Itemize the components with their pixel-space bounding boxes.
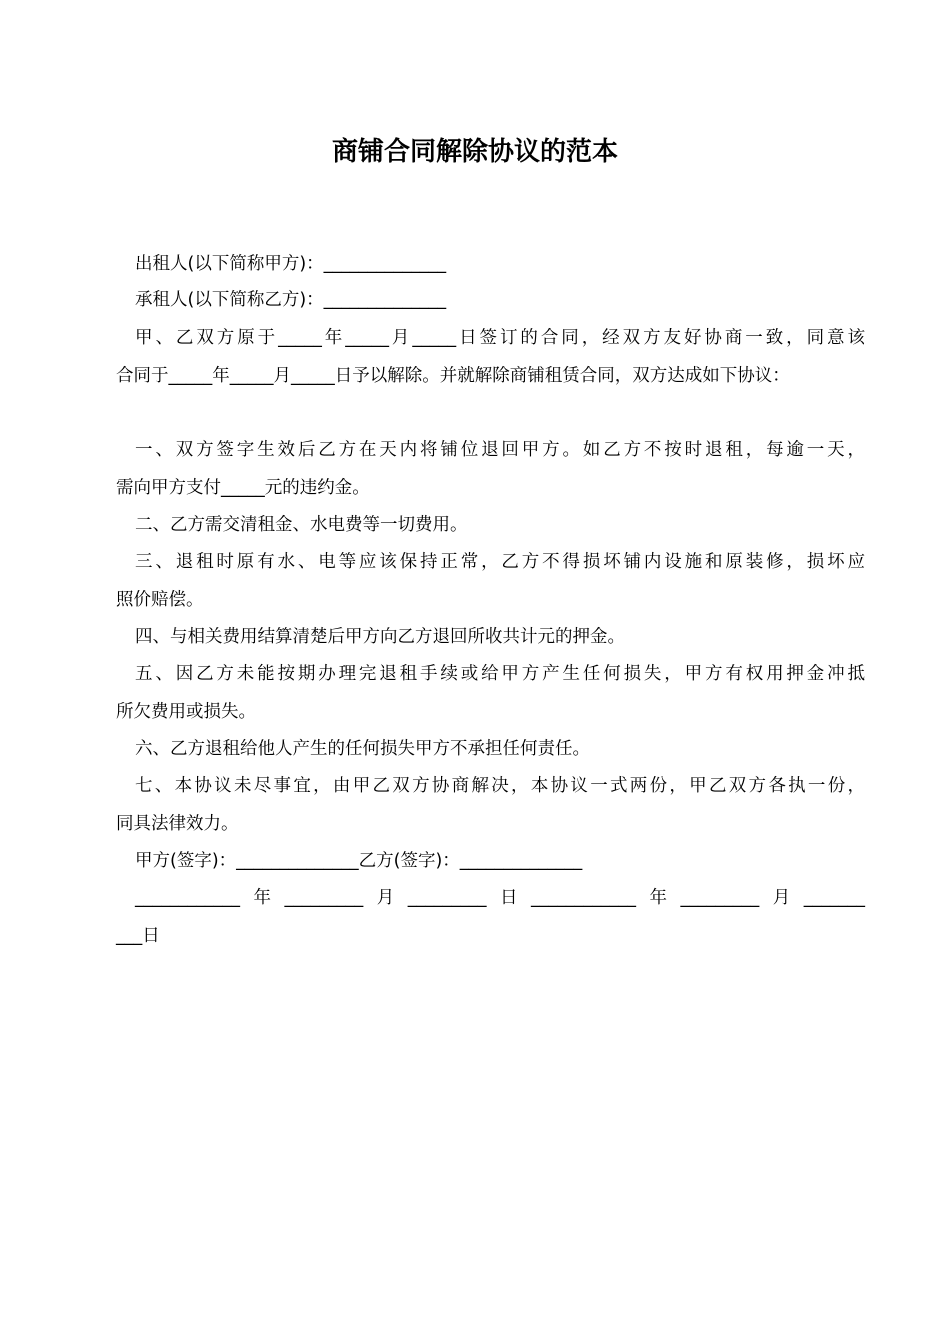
clause-1-line-2: 需向甲方支付_____元的违约金。 (116, 478, 370, 498)
clause-3-line-1: 三、退租时原有水、电等应该保持正常，乙方不得损坏铺内设施和原装修，损坏应 (135, 552, 865, 572)
preamble-line-1: 甲、乙双方原于_____年_____月_____日签订的合同，经双方友好协商一致，同意该 (135, 328, 865, 348)
clause-6: 六、乙方退租给他人产生的任何损失甲方不承担任何责任。 (135, 739, 590, 759)
signature-line: 甲方(签字)：______________乙方(签字)：______________ (135, 851, 583, 871)
clause-4: 四、与相关费用结算清楚后甲方向乙方退回所收共计元的押金。 (135, 627, 625, 647)
clause-3-line-2: 照价赔偿。 (116, 590, 204, 610)
lessor-line: 出租人(以下简称甲方)：______________ (135, 254, 447, 274)
lessee-line: 承租人(以下简称乙方)：______________ (135, 290, 447, 310)
clause-7-line-2: 同具法律效力。 (116, 814, 239, 834)
document-title: 商铺合同解除协议的范本 (331, 137, 618, 167)
date-line-2: ___日 (116, 926, 160, 946)
clause-7-line-1: 七、本协议未尽事宜，由甲乙双方协商解决，本协议一式两份，甲乙双方各执一份， (135, 776, 865, 796)
clause-2: 二、乙方需交清租金、水电费等一切费用。 (135, 515, 468, 535)
date-line-1: ____________年_________月_________日____________年_________月_______ (135, 888, 865, 908)
clause-5-line-2: 所欠费用或损失。 (116, 702, 256, 722)
clause-5-line-1: 五、因乙方未能按期办理完退租手续或给甲方产生任何损失，甲方有权用押金冲抵 (135, 664, 865, 684)
clause-1-line-1: 一、双方签字生效后乙方在天内将铺位退回甲方。如乙方不按时退租，每逾一天， (135, 440, 865, 460)
preamble-line-2: 合同于_____年_____月_____日予以解除。并就解除商铺租赁合同，双方达成如下协议： (116, 366, 790, 386)
